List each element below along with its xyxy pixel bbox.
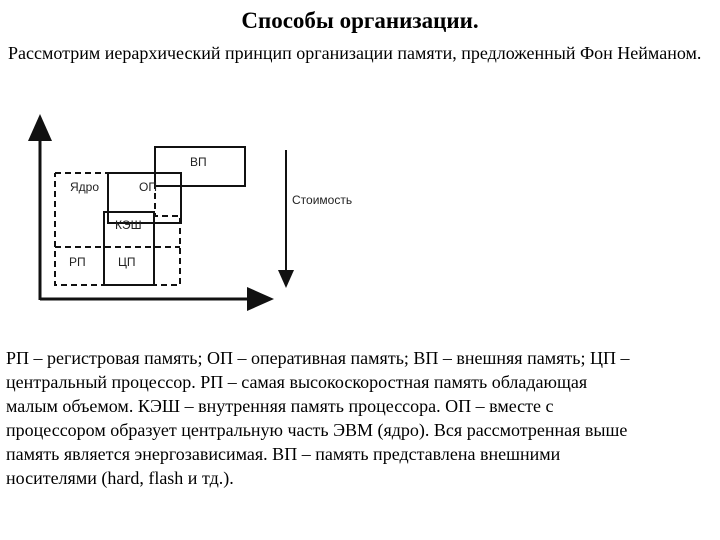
cache-label: КЭШ [115,218,142,232]
description-paragraph [6,346,714,490]
description-line: память является энергозависимая. ВП – память представлена внешними [6,444,561,464]
description-line: малым объемом. КЭШ – внутренняя память процессора. ОП – вместе с [6,396,554,416]
cpu-label: ЦП [118,255,136,269]
intro-paragraph: Рассмотрим иерархический принцип организации памяти, предложенный Фон Нейманом. [8,43,702,63]
vp-label: ВП [190,155,207,169]
rp-label: РП [69,255,86,269]
op-label: ОП [139,180,157,194]
description-line: процессором образует центральную часть ЭВМ (ядро). Вся рассмотренная выше [6,420,628,440]
core-label: Ядро [70,180,100,194]
cost-label: Стоимость [292,193,353,207]
slide-title: Способы организации. [241,8,479,33]
description-line: РП – регистровая память; ОП – оперативная память; ВП – внешняя память; ЦП – [6,348,630,368]
description-line: центральный процессор. РП – самая высокоскоростная память обладающая [6,372,588,392]
description-line: носителями (hard, flash и тд.). [6,468,234,488]
